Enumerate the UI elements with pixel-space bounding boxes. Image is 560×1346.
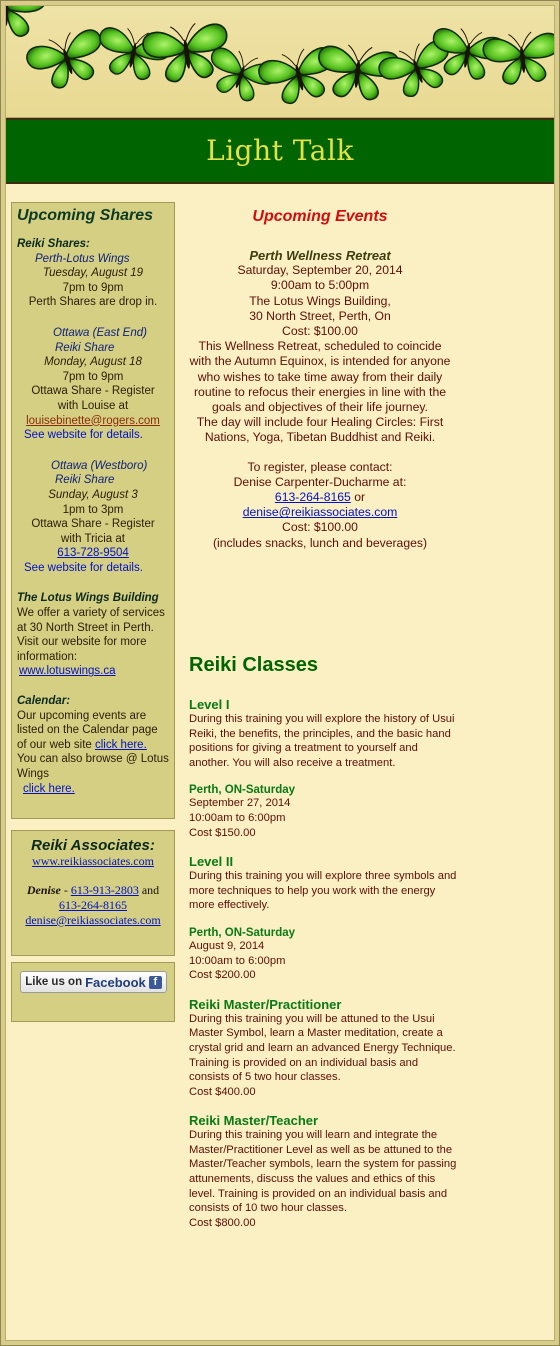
master-practitioner-cost: Cost $400.00 [189,1085,256,1098]
retreat-time: 9:00am to 5:00pm [270,278,370,293]
ottawa-west-register: Ottawa Share - Register [31,518,155,531]
associates-site-link[interactable]: www.reikiassociates.com [32,854,154,868]
level1-description: During this training you will explore the history of Usui Reiki, the benefits, the principles, and the basic hand positions for giving a treatment to yourself and another. You will also receive a treatment. [189,713,455,769]
retreat-address: 30 North Street, Perth, On [249,308,391,323]
butterfly-banner [6,6,554,118]
ottawa-east-website-note: See website for details. [24,429,143,442]
ottawa-east-date: Monday, August 18 [44,356,142,369]
retreat-email-link[interactable]: denise@reikiassociates.com [242,505,398,520]
upcoming-events-heading: Upcoming Events [252,208,388,225]
facebook-like-prefix: Like us on [25,976,83,988]
ottawa-east-register-2: with Louise at [57,399,129,412]
site-title: Light Talk [206,134,354,167]
ottawa-west-name-2: Reiki Share [55,474,115,487]
or-text: or [350,490,366,505]
master-practitioner-description: During this training you will be attuned to the Usui Master Symbol, learn a Master meditation, create a crystal grid and learn an advanced Energy Technique. Training is provided on an individual basis and consists of 5 two hour classes. [189,1012,456,1084]
ottawa-east-name-2: Reiki Share [55,341,115,354]
reiki-classes-heading: Reiki Classes [189,654,318,676]
upcoming-shares-box [11,202,175,819]
facebook-like-button[interactable] [20,971,167,993]
lotus-wings-heading: The Lotus Wings Building [17,592,159,605]
page-container [5,5,555,1341]
denise-phone1-link[interactable]: 613-913-2803 [70,883,139,897]
level2-location: Perth, ON-Saturday [189,926,296,939]
master-teacher-cost: Cost $800.00 [189,1216,256,1229]
ottawa-east-time: 7pm to 9pm [62,370,124,383]
level1-date: September 27, 2014 [189,797,291,810]
calendar-link[interactable]: click here. [95,738,147,751]
perth-share-date: Tuesday, August 19 [42,267,144,280]
retreat-cost-2: Cost: $100.00 [282,520,358,535]
site-title-bar [6,118,554,184]
retreat-title: Perth Wellness Retreat [249,248,391,263]
louise-email-link[interactable]: louisebinette@rogers.com [26,414,160,427]
master-practitioner-title: Reiki Master/Practitioner [189,996,342,1012]
perth-share-note: Perth Shares are drop in. [28,296,158,309]
ottawa-west-name: Ottawa (Westboro) [51,459,148,472]
level1-cost: Cost $150.00 [189,826,256,839]
reiki-associates-heading: Reiki Associates: [31,837,155,854]
level1-title: Level I [189,697,230,712]
level2-cost: Cost $200.00 [189,969,256,982]
ottawa-west-register-2: with Tricia at [61,532,125,545]
register-text: To register, please contact: [247,459,393,474]
master-teacher-title: Reiki Master/Teacher [189,1113,319,1129]
calendar-text: Our upcoming events are listed on the Calendar page of our web site [17,709,158,751]
ottawa-west-website-note: See website for details. [24,561,143,574]
retreat-healing-circles: The day will include four Healing Circles: First Nations, Yoga, Tibetan Buddhist and Reiki. [196,415,444,445]
reiki-classes-section [189,654,459,1230]
contact-text: Denise Carpenter-Ducharme at: [233,474,407,489]
level2-date: August 9, 2014 [189,939,265,952]
calendar-heading: Calendar: [17,695,71,708]
level2-description: During this training you will explore three symbols and more techniques to help you work with the energy more effectively. [189,870,457,912]
master-teacher-description: During this training you will learn and integrate the Master/Practitioner Level as well as be attuned to the Master/Teacher symbols, learn the system for passing attunements, discuss the values and ethics of this level. Training is provided on an individual basis and consists of 10 two hour classes. [189,1129,457,1215]
perth-share-time: 7pm to 9pm [62,281,124,294]
denise-name: Denise [26,883,61,897]
reiki-shares-label: Reiki Shares: [17,238,90,250]
butterflies-graphic [6,6,554,118]
dash-text: - [60,883,71,897]
level2-time: 10:00am to 6:00pm [189,954,286,967]
retreat-phone-link[interactable]: 613-264-8165 [274,490,351,505]
ottawa-east-name: Ottawa (East End) [53,326,147,339]
ottawa-west-time: 1pm to 3pm [62,503,124,516]
tricia-phone-link[interactable]: 613-728-9504 [57,547,129,560]
retreat-venue: The Lotus Wings Building, [249,293,391,308]
level1-location: Perth, ON-Saturday [189,784,296,797]
facebook-brand: Facebook [85,974,146,990]
lotus-wings-link[interactable]: www.lotuswings.ca [19,665,116,678]
facebook-box [11,962,175,1022]
level1-time: 10:00am to 6:00pm [189,811,286,824]
level2-title: Level II [189,854,234,870]
and-text: and [138,883,160,897]
retreat-description: This Wellness Retreat, scheduled to coincide with the Autumn Equinox, is intended for anyone who wishes to take time away from their daily routine to refocus their energies in line with the goals and objectives of their life journey. [189,339,451,415]
perth-share-name: Perth-Lotus Wings [35,252,130,265]
retreat-cost: Cost: $100.00 [282,324,358,339]
denise-email-link[interactable]: denise@reikiassociates.com [25,913,161,927]
facebook-icon: f [149,976,162,989]
retreat-date: Saturday, September 20, 2014 [237,263,403,278]
ottawa-west-date: Sunday, August 3 [48,488,138,501]
upcoming-shares-heading: Upcoming Shares [17,207,154,224]
lotus-wings-click-link[interactable]: click here. [23,782,75,795]
browse-text: You can also browse @ Lotus Wings [17,753,169,780]
denise-phone2-link[interactable]: 613-264-8165 [59,898,127,912]
retreat-includes: (includes snacks, lunch and beverages) [212,535,428,550]
ottawa-east-register: Ottawa Share - Register [31,385,155,398]
reiki-associates-box [11,830,175,956]
wellness-retreat-block [189,248,451,551]
lotus-wings-text: We offer a variety of services at 30 North Street in Perth. Visit our website for more information: [17,607,165,663]
